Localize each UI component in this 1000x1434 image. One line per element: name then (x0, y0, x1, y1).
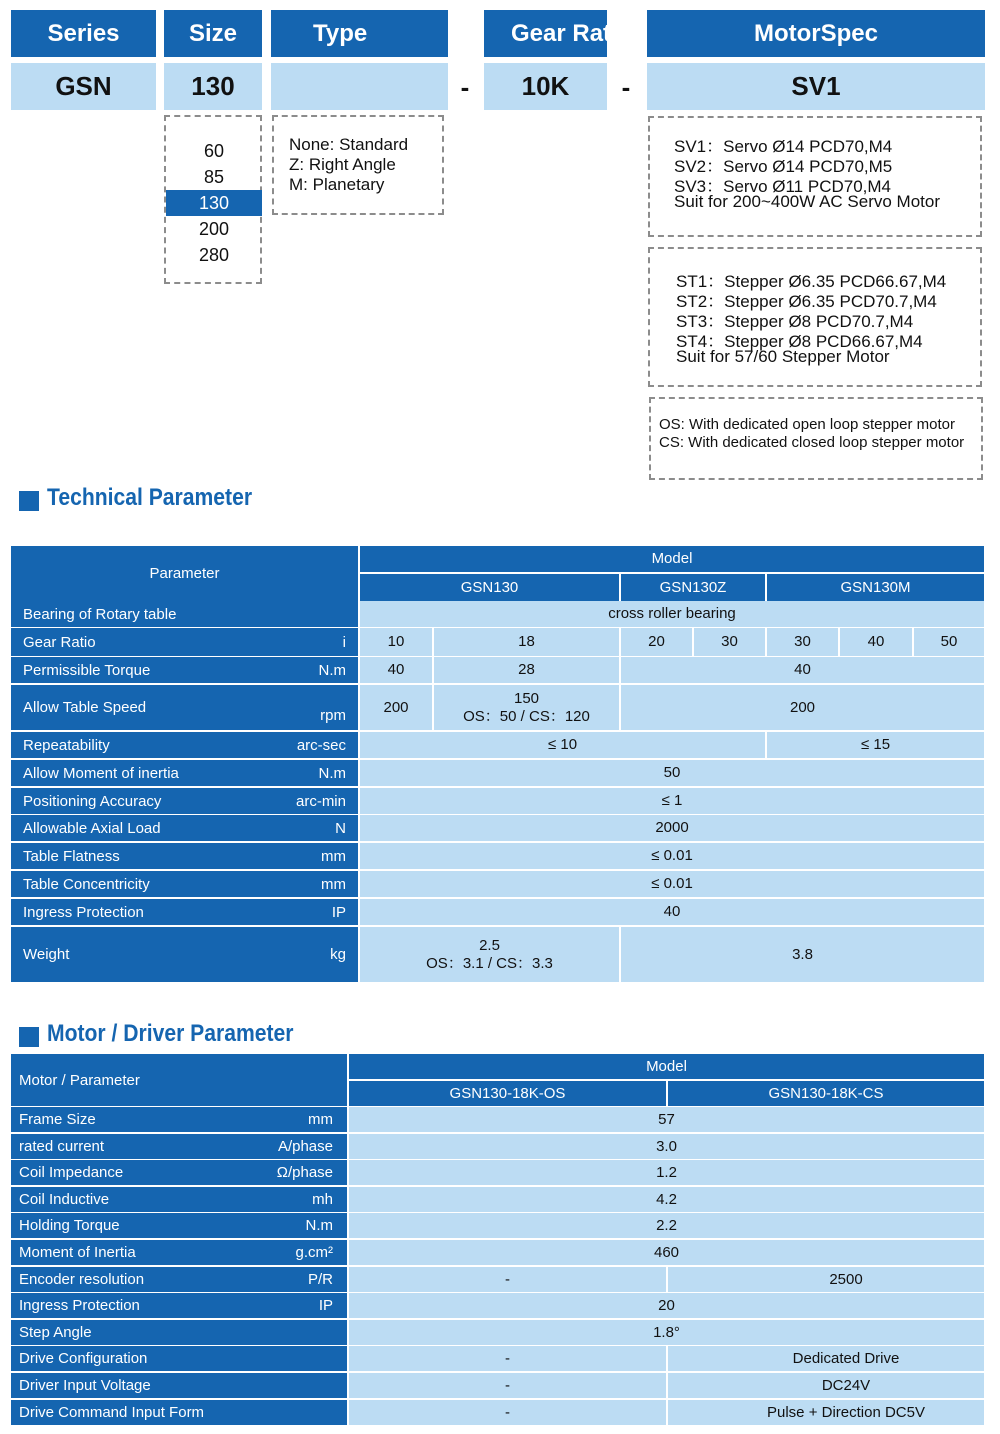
label-text: Moment of Inertia (19, 1244, 136, 1261)
motor-options-box (649, 397, 983, 480)
unit-text: N.m (318, 661, 346, 679)
type-option: M: Planetary (289, 175, 385, 194)
motor-cell-cs: DC24V (668, 1373, 984, 1398)
speed-line: 150 (513, 689, 540, 707)
row-label-positioning (11, 788, 358, 814)
series-header: Series (11, 10, 156, 57)
cell-speed: 200 (621, 685, 984, 730)
row-label-ingress (11, 899, 358, 925)
label-text: Allow Table Speed (23, 699, 147, 716)
motor-cell-cs: Dedicated Drive (668, 1346, 984, 1371)
cell-speed: 200 (360, 685, 432, 730)
cell-flatness: ≤ 0.01 (360, 843, 984, 869)
cell-torque: 40 (360, 657, 432, 683)
cell-weight: 3.8 (621, 927, 984, 982)
motor-row-label (11, 1373, 347, 1398)
cell-torque: 40 (621, 657, 984, 683)
size-option: 60 (203, 140, 225, 161)
row-label-flatness (11, 843, 358, 869)
stepper-option: ST3：Stepper Ø8 PCD70.7,M4 (676, 312, 914, 331)
label-text: Step Angle (19, 1324, 92, 1341)
weight-line: 2.5 (479, 936, 500, 954)
stepper-option: ST4：Stepper Ø8 PCD66.67,M4 (676, 332, 923, 351)
row-label-weight (11, 927, 358, 982)
label-text: Holding Torque (19, 1217, 120, 1234)
gear-ratio-header: Gear Ratio (484, 10, 607, 57)
label-text: Coil Impedance (19, 1164, 124, 1181)
cell-ratio: 30 (694, 628, 765, 656)
motor-cell-os: - (349, 1400, 666, 1425)
motor-cell: 2.2 (349, 1213, 984, 1238)
model-gsn130m: GSN130M (767, 574, 984, 601)
motor-cell-cs: 2500 (668, 1267, 984, 1292)
cell-ratio: 18 (434, 628, 619, 656)
unit-text: rpm (320, 707, 346, 724)
motor-row-label (11, 1346, 347, 1371)
label-text: Allowable Axial Load (23, 819, 161, 837)
label-text: Ingress Protection (23, 903, 144, 921)
motor-cell-cs: Pulse + Direction DC5V (668, 1400, 984, 1425)
size-header: Size (164, 10, 262, 57)
cell-repeatability: ≤ 10 (360, 732, 765, 758)
label-text: Bearing of Rotary table (23, 605, 177, 623)
unit-text: Ω/phase (276, 1164, 333, 1181)
label-text: Positioning Accuracy (23, 792, 162, 810)
motor-row-label (11, 1107, 347, 1132)
type-header: Type (271, 10, 448, 57)
motor-spec-header: MotorSpec (647, 10, 985, 57)
motor-row-label (11, 1267, 347, 1292)
motor-cell-os: - (349, 1267, 666, 1292)
type-option: None: Standard (289, 135, 409, 154)
size-option: 200 (198, 218, 230, 239)
model-cs: GSN130-18K-CS (668, 1081, 984, 1106)
type-options-box (272, 115, 444, 215)
motor-row-label (11, 1240, 347, 1265)
motor-spec-value: SV1 (647, 63, 985, 110)
cell-concentricity: ≤ 0.01 (360, 871, 984, 897)
label-text: Drive Command Input Form (19, 1404, 205, 1421)
separator-1: - (460, 72, 470, 102)
servo-options-box (648, 116, 982, 237)
row-label-bearing (11, 601, 358, 627)
cell-speed (434, 685, 619, 730)
unit-text: arc-min (295, 792, 346, 810)
unit-text: arc-sec (296, 736, 346, 754)
label-text: Gear Ratio (23, 633, 96, 651)
row-label-inertia (11, 760, 358, 786)
unit-text: mh (312, 1191, 333, 1208)
cell-positioning: ≤ 1 (360, 788, 984, 814)
unit-text: IP (331, 903, 346, 921)
size-option: 85 (203, 166, 225, 187)
label-text: Permissible Torque (23, 661, 151, 679)
unit-text: N.m (318, 764, 346, 782)
label-text: Frame Size (19, 1111, 96, 1128)
motor-cell: 460 (349, 1240, 984, 1265)
stepper-options-box (648, 247, 982, 387)
label-text: Motor / Parameter (19, 1071, 140, 1089)
motor-cell: 1.2 (349, 1160, 984, 1185)
type-option: Z: Right Angle (289, 155, 396, 174)
motor-cell: 3.0 (349, 1134, 984, 1159)
size-option-selected: 130 (166, 190, 262, 216)
series-value: GSN (11, 63, 156, 110)
cell-inertia: 50 (360, 760, 984, 786)
separator-2: - (621, 72, 631, 102)
stepper-note: Suit for 57/60 Stepper Motor (676, 347, 890, 366)
row-label-repeatability (11, 732, 358, 758)
row-label-torque (11, 657, 358, 683)
motor-param-header (11, 1054, 347, 1106)
cell-ratio: 10 (360, 628, 432, 656)
motor-option-cs: CS: With dedicated closed loop stepper motor (659, 434, 965, 451)
motor-cell-os: - (349, 1373, 666, 1398)
label-text: Weight (23, 946, 70, 963)
stepper-option: ST2：Stepper Ø6.35 PCD70.7,M4 (676, 292, 937, 311)
label-text: Ingress Protection (19, 1297, 140, 1314)
param-header: Parameter (11, 546, 358, 601)
label-text: Encoder resolution (19, 1271, 145, 1288)
motor-model-header: Model (349, 1054, 984, 1079)
servo-option: SV3：Servo Ø11 PCD70,M4 (674, 177, 891, 196)
label-text: Repeatability (23, 736, 110, 754)
model-os: GSN130-18K-OS (349, 1081, 666, 1106)
label-text: Coil Inductive (19, 1191, 110, 1208)
size-option: 280 (198, 244, 230, 265)
row-label-axial-load (11, 815, 358, 841)
unit-text: mm (308, 1111, 333, 1128)
cell-ratio: 30 (767, 628, 838, 656)
label-text: Drive Configuration (19, 1350, 148, 1367)
gear-ratio-value: 10K (484, 63, 607, 110)
servo-option: SV1：Servo Ø14 PCD70,M4 (674, 137, 893, 156)
cell-weight (360, 927, 619, 982)
label-text: Table Flatness (23, 847, 120, 865)
model-gsn130: GSN130 (360, 574, 619, 601)
motor-driver-parameter-title: Motor / Driver Parameter (47, 1020, 294, 1047)
motor-row-label (11, 1293, 347, 1318)
motor-row-label (11, 1160, 347, 1185)
section-square-icon (19, 1027, 39, 1047)
cell-ratio: 40 (840, 628, 912, 656)
servo-note: Suit for 200~400W AC Servo Motor (674, 192, 940, 211)
motor-row-label (11, 1134, 347, 1159)
unit-text: IP (318, 1297, 333, 1314)
cell-ratio: 50 (914, 628, 984, 656)
row-label-concentricity (11, 871, 358, 897)
label-text: Driver Input Voltage (19, 1377, 151, 1394)
type-value (271, 63, 448, 110)
cell-torque: 28 (434, 657, 619, 683)
label-text: Table Concentricity (23, 875, 150, 893)
motor-row-label (11, 1320, 347, 1345)
unit-text: i (342, 633, 346, 651)
unit-text: mm (321, 847, 346, 865)
servo-option: SV2：Servo Ø14 PCD70,M5 (674, 157, 893, 176)
unit-text: mm (321, 875, 346, 893)
section-square-icon (19, 491, 39, 511)
label-text: rated current (19, 1138, 105, 1155)
cell-bearing: cross roller bearing (360, 601, 984, 627)
label-text: Allow Moment of inertia (23, 764, 179, 782)
model-gsn130z: GSN130Z (621, 574, 765, 601)
size-options-box (164, 115, 262, 284)
motor-cell: 4.2 (349, 1187, 984, 1212)
motor-option-os: OS: With dedicated open loop stepper motor (659, 416, 956, 433)
motor-row-label (11, 1187, 347, 1212)
unit-text: P/R (307, 1271, 333, 1288)
stepper-option: ST1：Stepper Ø6.35 PCD66.67,M4 (676, 272, 947, 291)
size-value: 130 (164, 63, 262, 110)
weight-line: OS：3.1 / CS：3.3 (426, 954, 553, 972)
model-header: Model (360, 546, 984, 572)
row-label-gear-ratio (11, 628, 358, 656)
motor-cell: 1.8° (349, 1320, 984, 1345)
motor-cell: 20 (349, 1293, 984, 1318)
cell-ratio: 20 (621, 628, 692, 656)
unit-text: N (335, 819, 346, 837)
motor-row-label (11, 1213, 347, 1238)
motor-row-label (11, 1400, 347, 1425)
unit-text: g.cm² (295, 1244, 333, 1261)
cell-axial-load: 2000 (360, 815, 984, 841)
unit-text: kg (330, 946, 346, 963)
cell-ingress: 40 (360, 899, 984, 925)
unit-text: A/phase (277, 1138, 333, 1155)
speed-line: OS：50 / CS：120 (463, 707, 590, 725)
cell-repeatability: ≤ 15 (767, 732, 984, 758)
motor-cell: 57 (349, 1107, 984, 1132)
motor-cell-os: - (349, 1346, 666, 1371)
technical-parameter-title: Technical Parameter (47, 484, 253, 511)
row-label-speed (11, 685, 358, 730)
unit-text: N.m (305, 1217, 333, 1234)
